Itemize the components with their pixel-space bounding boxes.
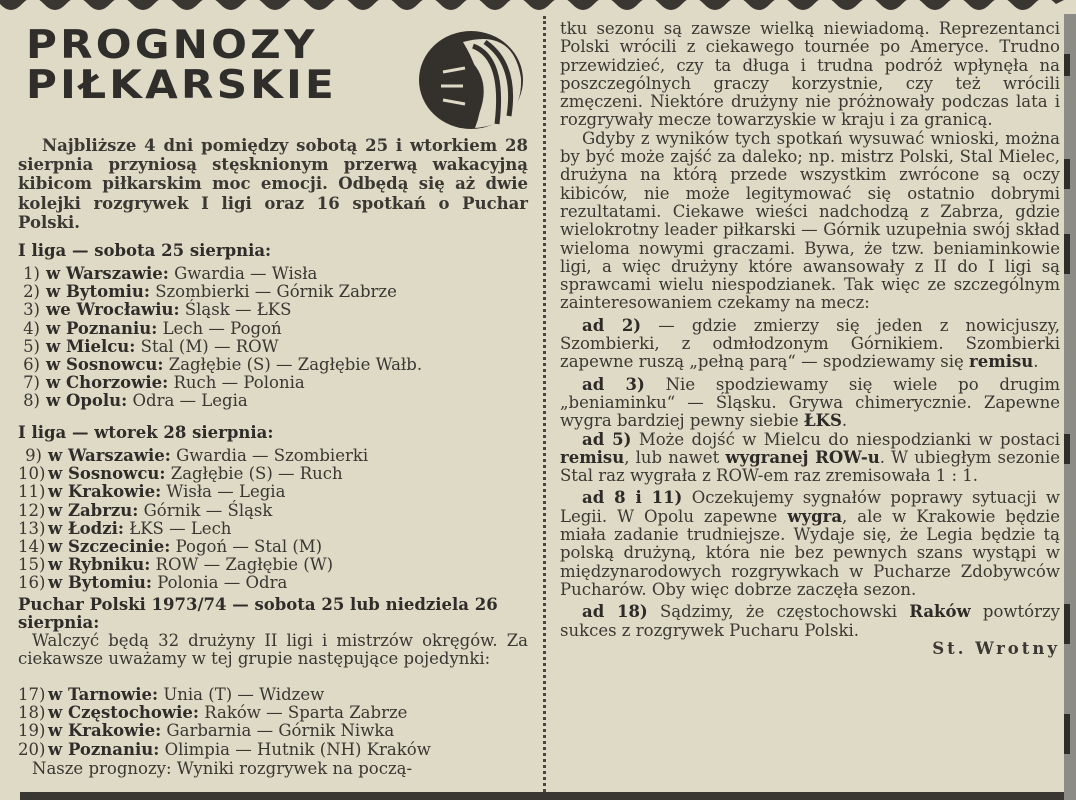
fixture-item: 18) w Częstochowie: Raków — Sparta Zabrze (18, 703, 408, 723)
fixture-item: 14) w Szczecinie: Pogoń — Stal (M) (18, 537, 323, 557)
author-signature: St. Wrotny (932, 638, 1060, 658)
intro-paragraph: Najbliższe 4 dni pomiędzy sobotą 25 i wtorkiem 28 sierpnia przyniosą stęsknionym przerwą wakacyjną kibicom piłkarskim moc emocji. Odbędą się aż dwie kolejki rozgrywek I ligi oraz 16 spotkań o Puchar Polski. (18, 136, 528, 232)
forecast-paragraph-2: Gdyby z wyników tych spotkań wysuwać wnioski, można by być może zajść za daleko; np. mistrz Polski, Stal Mielec, drużyna na którą przede wszystkim zwrócone są oczy kibiców, nie może legitymować się ostatnio dobrymi rezultatami. Ciekawe wieści nadchodzą z Zabrza, gdzie wielokrotny leader piłkarski — Górnik uzupełnia swój skład wieloma nowymi graczami. Bywa, że tzw. beniaminkowie ligi, a więc drużyny które awansowały z II do I ligi są sprawcami wielu niespodzianek. Tak więc ze szczególnym zainteresowaniem czekamy na mecz: (560, 128, 1060, 313)
fixture-item: 20) w Poznaniu: Olimpia — Hutnik (NH) Kraków (18, 739, 431, 759)
fixture-item: 7) w Chorzowie: Ruch — Polonia (23, 373, 305, 393)
forecast-paragraph-1: tku sezonu są zawsze wielką niewiadomą. Reprezentanci Polski wrócili z ciekawego tournée po Ameryce. Trudno przewidzieć, czy ta długa i trudna podróż wpłynęła na poszczególnych graczy korzystnie, czy też wrócili zmęczeni. Niektóre drużyny nie próżnowały podczas lata i rozgrywały mecze towarzyskie w kraju i za granicą. (560, 19, 1060, 130)
fixture-list-cup (18, 686, 538, 759)
section-heading-league-saturday: I liga — sobota 25 sierpnia: (18, 241, 272, 260)
fixture-list-league-tuesday (18, 447, 538, 593)
fixture-item: 2) w Bytomiu: Szombierki — Górnik Zabrze (23, 282, 397, 302)
prediction-ad8-11: ad 8 i 11) Oczekujemy sygnałów poprawy sytuacji w Legii. W Opolu zapewne wygra, ale w Krakowie będzie miała zadanie trudniejsze. Wydaje się, że Legia będzie tą polską drużyną, która nie bez pewnych szans wystąpi w międzynarodowych rozgrywkach w Pucharze Zdobywców Pucharów. Oby więc dobrze zaczęła sezon. (560, 488, 1061, 599)
fixture-item: 16) w Bytomiu: Polonia — Odra (18, 573, 288, 593)
prediction-ad18: ad 18) Sądzimy, że częstochowski Raków powtórzy sukces z rozgrywek Pucharu Polski. (560, 602, 1060, 640)
page-edge-strip (1064, 14, 1076, 800)
prediction-ad2: ad 2) — gdzie zmierzy się jeden z nowicjuszy, Szombierki, z odmłodzonym Górnikiem. Szombierki zapewne ruszą „pełną parą“ — spodziewamy się remisu. (560, 315, 1061, 372)
cup-intro-paragraph: Walczyć będą 32 drużyny II ligi i mistrzów okręgów. Za ciekawsze uważamy w tej grupie następujące pojedynki: (18, 631, 528, 669)
fixture-item: 3) we Wrocławiu: Śląsk — ŁKS (23, 300, 292, 320)
fixture-item: 5) w Mielcu: Stal (M) — ROW (23, 336, 279, 356)
fixture-item: 19) w Krakowie: Garbarnia — Górnik Niwka (18, 721, 395, 741)
forecast-lead: Nasze prognozy: Wyniki rozgrywek na począ- (32, 759, 413, 778)
fixture-item: 15) w Rybniku: ROW — Zagłębie (W) (18, 555, 334, 575)
fixture-item: 17) w Tarnowie: Unia (T) — Widzew (18, 685, 325, 704)
fixture-list-league-saturday (18, 265, 538, 411)
fixture-item: 1) w Warszawie: Gwardia — Wisła (23, 264, 318, 283)
football-icon (413, 28, 533, 132)
fixture-item: 13) w Łodzi: ŁKS — Lech (18, 518, 232, 538)
fixture-item: 8) w Opolu: Odra — Legia (23, 391, 248, 411)
section-heading-cup: Puchar Polski 1973/74 — sobota 25 lub niedziela 26 sierpnia: (18, 595, 498, 632)
wavy-top-border (0, 0, 1064, 14)
section-heading-league-tuesday: I liga — wtorek 28 sierpnia: (18, 423, 274, 442)
fixture-item: 9) w Warszawie: Gwardia — Szombierki (25, 446, 369, 465)
right-column (560, 20, 1060, 658)
left-column (18, 18, 528, 778)
headline-line-2: PIŁKARSKIE (26, 63, 338, 108)
prediction-ad5: ad 5) Może dojść w Mielcu do niespodzianki w postaci remisu, lub nawet wygranej ROW-u. W ubiegłym sezonie Stal raz wygrała z ROW-em raz zremisowała 1 : 1. (560, 429, 1061, 486)
fixture-item: 12) w Zabrzu: Górnik — Śląsk (18, 500, 273, 520)
prediction-ad3: ad 3) Nie spodziewamy się wiele po drugim „beniaminku“ — Śląsku. Grywa chimerycznie. Zapewne wygra bardziej pewny siebie ŁKS. (560, 374, 1060, 431)
column-divider (543, 16, 546, 792)
fixture-item: 10) w Sosnowcu: Zagłębie (S) — Ruch (18, 464, 343, 484)
headline-line-1: PROGNOZY (26, 23, 318, 68)
fixture-item: 6) w Sosnowcu: Zagłębie (S) — Zagłębie Wałb. (23, 355, 423, 375)
fixture-item: 4) w Poznaniu: Lech — Pogoń (23, 318, 282, 338)
fixture-item: 11) w Krakowie: Wisła — Legia (18, 482, 286, 502)
bottom-rule (20, 792, 1064, 800)
